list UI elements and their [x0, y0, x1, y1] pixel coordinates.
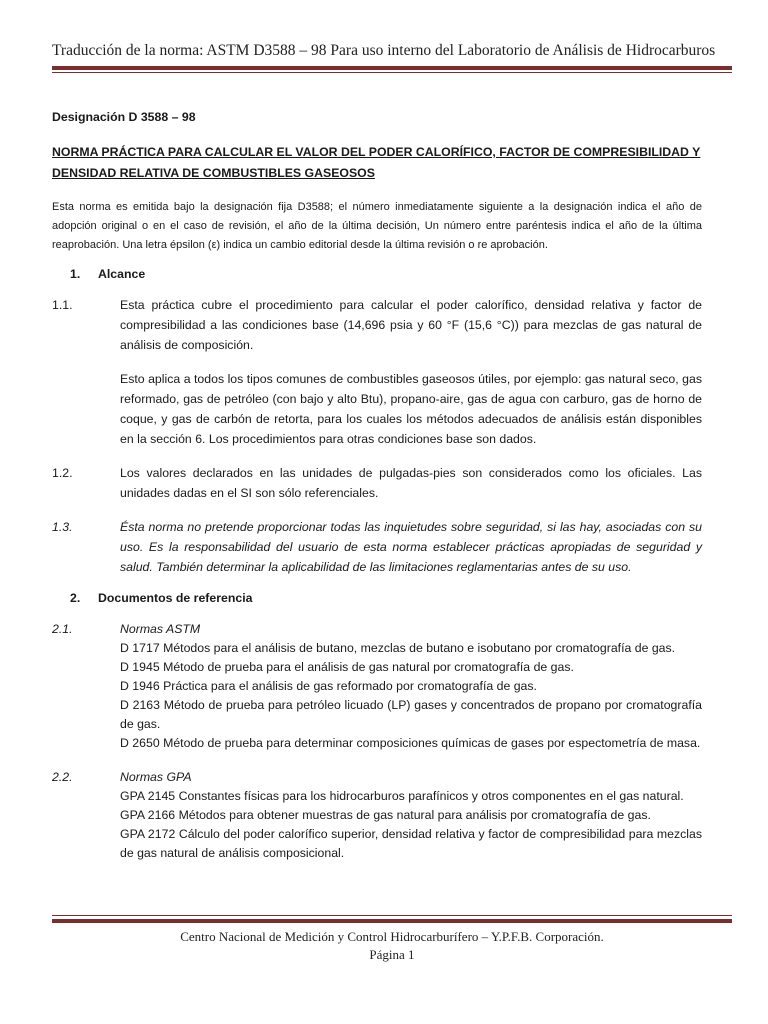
section-scope — [52, 267, 702, 577]
clause-paragraph: Ésta norma no pretende proporcionar todas las inquietudes sobre seguridad, si las hay, asociadas con su uso. Es la responsabilidad del usuario de esta norma establecer prácticas apropiadas de seguridad y salud. También determinar la aplicabilidad de las limitaciones reglamentarias antes de su uso. — [120, 520, 702, 574]
footer-rule — [52, 919, 732, 923]
clause-number: 1.3. — [52, 520, 73, 534]
footer-organization: Centro Nacional de Medición y Control Hidrocarburífero – Y.P.F.B. Corporación. — [180, 929, 604, 944]
clause — [52, 767, 702, 863]
section-heading — [70, 267, 702, 281]
reference-entry: GPA 2166 Métodos para obtener muestras de gas natural para análisis por cromatografía de gas. — [120, 808, 651, 822]
clause-number: 1.2. — [52, 466, 73, 480]
clause-paragraph: Esta práctica cubre el procedimiento para calcular el poder calorífico, densidad relativa y factor de compresibilidad a las condiciones base (14,696 psia y 60 °F (15,6 °C)) para mezclas de gas natural de análisis de composición. — [120, 298, 702, 352]
page-number: Página 1 — [369, 947, 415, 962]
clause — [52, 463, 702, 503]
reference-group-label: Normas ASTM — [120, 622, 201, 636]
clause — [52, 619, 702, 753]
reference-group-label: Normas GPA — [120, 770, 192, 784]
header-rule-thin — [52, 72, 732, 73]
section-references — [52, 591, 702, 863]
reference-entry: D 1945 Método de prueba para el análisis de gas natural por cromatografía de gas. — [120, 660, 574, 674]
clause-paragraph: Los valores declarados en las unidades de pulgadas-pies son considerados como los oficiales. Las unidades dadas en el SI son sólo referenciales. — [120, 466, 702, 500]
section-number: 1. — [70, 267, 81, 281]
clause — [52, 295, 702, 449]
intro-paragraph: Esta norma es emitida bajo la designación fija D3588; el número inmediatamente siguiente a la designación indica el año de adopción original o en el caso de revisión, el año de la última decisión, Un número entre paréntesis indica el año de la última reaprobación. Una letra épsilon (ε) indica un cambio editorial desde la última revisión o re aprobación. — [52, 201, 702, 251]
reference-entry: GPA 2172 Cálculo del poder calorífico superior, densidad relativa y factor de compresibilidad para mezclas de gas natural de análisis composicional. — [120, 827, 702, 860]
header-rule — [52, 66, 732, 70]
reference-entry: D 2650 Método de prueba para determinar composiciones químicas de gases por espectometría de masa. — [120, 736, 701, 750]
clause — [52, 517, 702, 577]
clause-number: 2.2. — [52, 770, 73, 784]
section-title: Documentos de referencia — [98, 591, 253, 605]
section-number: 2. — [70, 591, 81, 605]
document-body — [52, 110, 702, 877]
reference-entry: GPA 2145 Constantes físicas para los hidrocarburos parafínicos y otros componentes en el gas natural. — [120, 789, 684, 803]
reference-entry: D 1946 Práctica para el análisis de gas reformado por cromatografía de gas. — [120, 679, 537, 693]
page-header: Traducción de la norma: ASTM D3588 – 98 Para uso interno del Laboratorio de Análisis de Hidrocarburos — [52, 42, 716, 59]
clause-paragraph: Esto aplica a todos los tipos comunes de combustibles gaseosos útiles, por ejemplo: gas natural seco, gas reformado, gas de petróleo (con bajo y alto Btu), propano-aire, gas de agua con carburo, gas de horno de coque, y gas de carbón de retorta, para los cuales los métodos adecuados de análisis están disponibles en la sección 6. Los procedimientos para otras condiciones base son dados. — [120, 372, 702, 446]
page-footer — [52, 928, 732, 964]
section-heading — [70, 591, 702, 605]
section-title: Alcance — [98, 267, 146, 281]
document-title: NORMA PRÁCTICA PARA CALCULAR EL VALOR DEL PODER CALORÍFICO, FACTOR DE COMPRESIBILIDAD Y DENSIDAD RELATIVA DE COMBUSTIBLES GASEOSOS — [52, 145, 701, 180]
clause-number: 1.1. — [52, 298, 73, 312]
designation: Designación D 3588 – 98 — [52, 110, 196, 124]
clause-number: 2.1. — [52, 622, 73, 636]
reference-entry: D 1717 Métodos para el análisis de butano, mezclas de butano e isobutano por cromatografía de gas. — [120, 641, 676, 655]
reference-entry: D 2163 Método de prueba para petróleo licuado (LP) gases y concentrados de propano por cromatografía de gas. — [120, 698, 702, 731]
footer-rule-thin — [52, 915, 732, 916]
